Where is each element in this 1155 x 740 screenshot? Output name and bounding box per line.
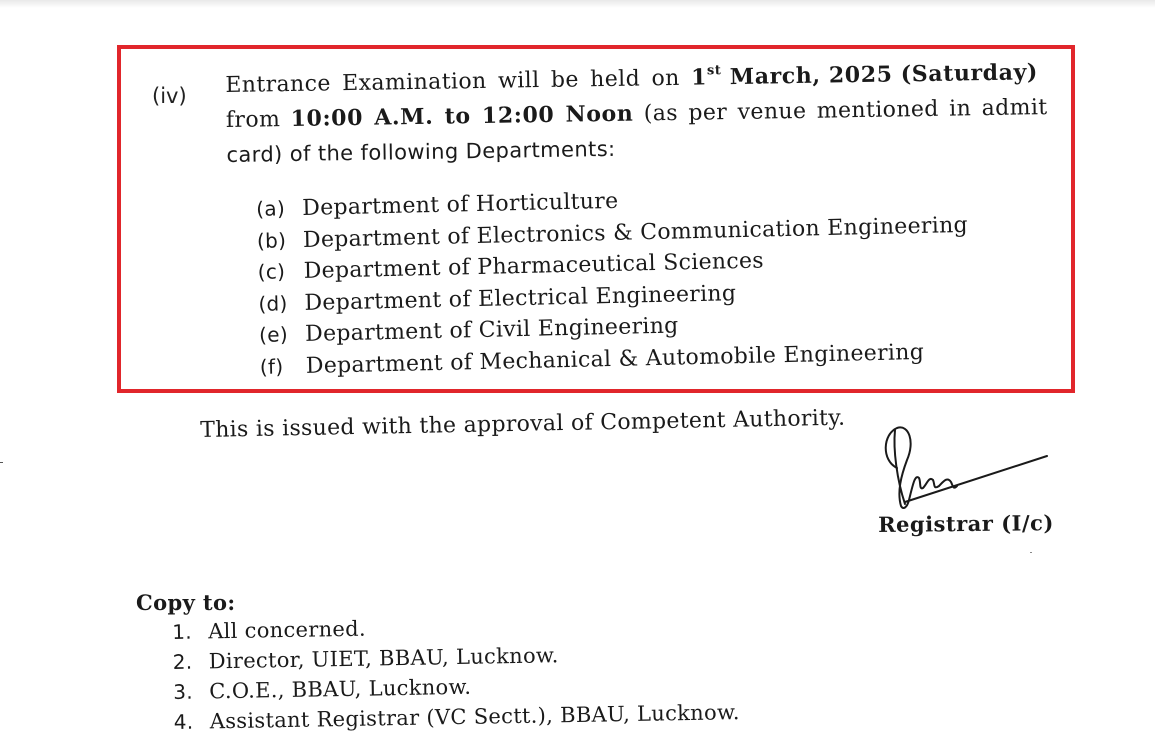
registrar-signature xyxy=(875,420,1055,520)
notice-line-2-rest: (as per venue mentioned in admit xyxy=(633,95,1048,127)
approval-statement: This is issued with the approval of Competent Authority. xyxy=(200,405,846,443)
copy-to-list xyxy=(172,608,874,740)
copy-to-text: All concerned. xyxy=(207,616,367,644)
department-name: Department of Electronics & Communication Engineering xyxy=(302,212,969,253)
copy-to-number: 4. xyxy=(173,709,194,734)
department-list xyxy=(256,180,1020,386)
notice-line-2-from: from xyxy=(225,106,291,133)
exam-date xyxy=(691,59,1038,90)
exam-day-suffix: st xyxy=(706,63,722,79)
copy-to-number: 3. xyxy=(173,679,194,704)
exam-date-rest: March, 2025 (Saturday) xyxy=(721,59,1039,91)
exam-notice-paragraph xyxy=(225,49,1047,172)
copy-to-number: 1. xyxy=(172,619,193,644)
department-letter: (e) xyxy=(258,322,289,347)
department-name: Department of Pharmaceutical Sciences xyxy=(303,248,765,284)
department-letter: (b) xyxy=(256,227,287,253)
notice-line-3: card) of the following Departments: xyxy=(226,136,616,167)
exam-day: 1 xyxy=(690,64,708,91)
copy-to-text: Assistant Registrar (VC Sectt.), BBAU, Lucknow. xyxy=(209,700,740,734)
copy-to-text: C.O.E., BBAU, Lucknow. xyxy=(209,674,472,704)
copy-to-heading: Copy to: xyxy=(136,590,236,615)
registrar-title: Registrar (I/c) xyxy=(878,510,1054,537)
department-letter: (d) xyxy=(258,290,288,316)
department-letter: (a) xyxy=(256,196,286,221)
page-top-edge xyxy=(0,0,1155,8)
department-name: Department of Horticulture xyxy=(301,188,619,221)
department-letter: (c) xyxy=(257,259,286,284)
department-name: Department of Mechanical & Automobile Engineering xyxy=(305,339,925,379)
scan-edge-mark xyxy=(0,462,3,463)
scan-speck xyxy=(1030,552,1032,553)
department-letter: (f) xyxy=(259,353,284,379)
exam-time: 10:00 A.M. to 12:00 Noon xyxy=(290,100,634,132)
copy-to-text: Director, UIET, BBAU, Lucknow. xyxy=(208,643,559,674)
department-name: Department of Electrical Engineering xyxy=(304,280,737,316)
notice-line-1-text: Entrance Examination will be held on xyxy=(225,65,692,98)
department-name: Department of Civil Engineering xyxy=(304,313,679,347)
copy-to-number: 2. xyxy=(172,649,193,674)
item-number: (iv) xyxy=(152,84,187,108)
